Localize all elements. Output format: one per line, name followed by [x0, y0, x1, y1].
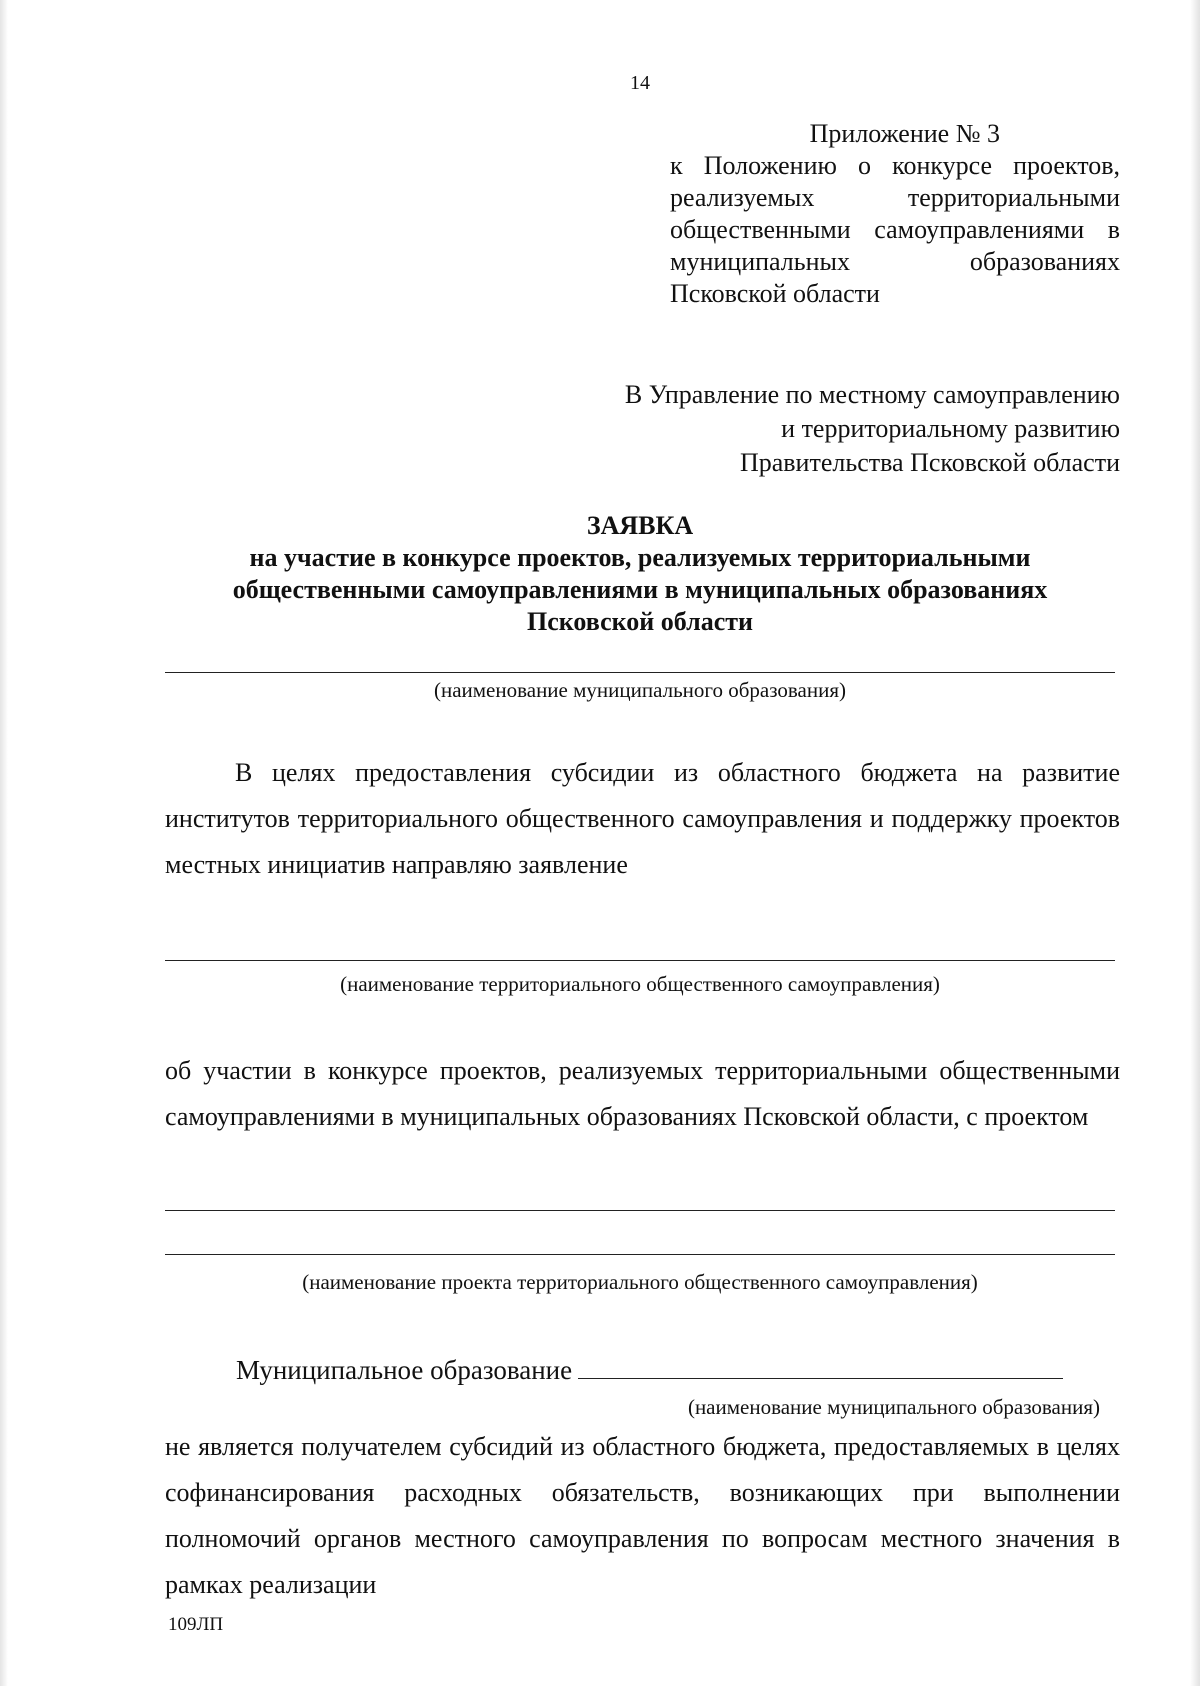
addressee-line-3: Правительства Псковской области [739, 448, 1120, 477]
title-line-1: на участие в конкурсе проектов, реализуемых территориальными [249, 543, 1031, 572]
title-line-3: Псковской области [526, 607, 753, 636]
page-number: 14 [630, 72, 650, 94]
municipality-label: Муниципальное образование [236, 1355, 573, 1385]
addressee-line-1: В Управление по местному самоуправлению [624, 380, 1120, 409]
document-title [150, 510, 1130, 638]
scan-edge-left [0, 0, 8, 1686]
municipality-caption: (наименование муниципального образования) [433, 678, 847, 702]
paragraph-not-recipient: не является получателем субсидий из областного бюджета, предоставляемых в целях софинансирования расходных обязательств, возникающих при выполнении полномочий органов местного самоуправления по вопросам местного значения в рамках реализации [165, 1432, 1120, 1599]
project-fill-line-2[interactable] [165, 1254, 1115, 1255]
annex-title: Приложение № 3 [809, 119, 1000, 148]
annex-block [670, 118, 1120, 310]
tos-fill-line[interactable] [165, 960, 1115, 961]
project-fill-line-1[interactable] [165, 1210, 1115, 1211]
municipality-statement-line [236, 1354, 1136, 1386]
title-main: ЗАЯВКА [586, 511, 694, 540]
scan-edge-right [1190, 0, 1200, 1686]
municipality-fill-line[interactable] [165, 672, 1115, 673]
paragraph-purpose: В целях предоставления субсидии из областного бюджета на развитие институтов территориального общественного самоуправления и поддержку проектов местных инициатив направляю заявление [165, 758, 1120, 879]
document-code: 109ЛП [168, 1614, 224, 1635]
addressee-line-2: и территориальному развитию [781, 414, 1120, 443]
title-line-2: общественными самоуправлениями в муниципальных образованиях [232, 575, 1048, 604]
municipality-blank[interactable] [578, 1354, 1063, 1379]
addressee-block [500, 378, 1120, 480]
tos-caption: (наименование территориального общественного самоуправления) [340, 972, 940, 996]
project-caption: (наименование проекта территориального общественного самоуправления) [302, 1270, 978, 1294]
annex-body: к Положению о конкурсе проектов, реализуемых территориальными общественными самоуправлениями в муниципальных образованиях Псковской области [670, 151, 1120, 308]
paragraph-participation: об участии в конкурсе проектов, реализуемых территориальными общественными самоуправлениями в муниципальных образованиях Псковской области, с проектом [165, 1056, 1120, 1131]
municipality-caption-2: (наименование муниципального образования) [687, 1395, 1100, 1419]
